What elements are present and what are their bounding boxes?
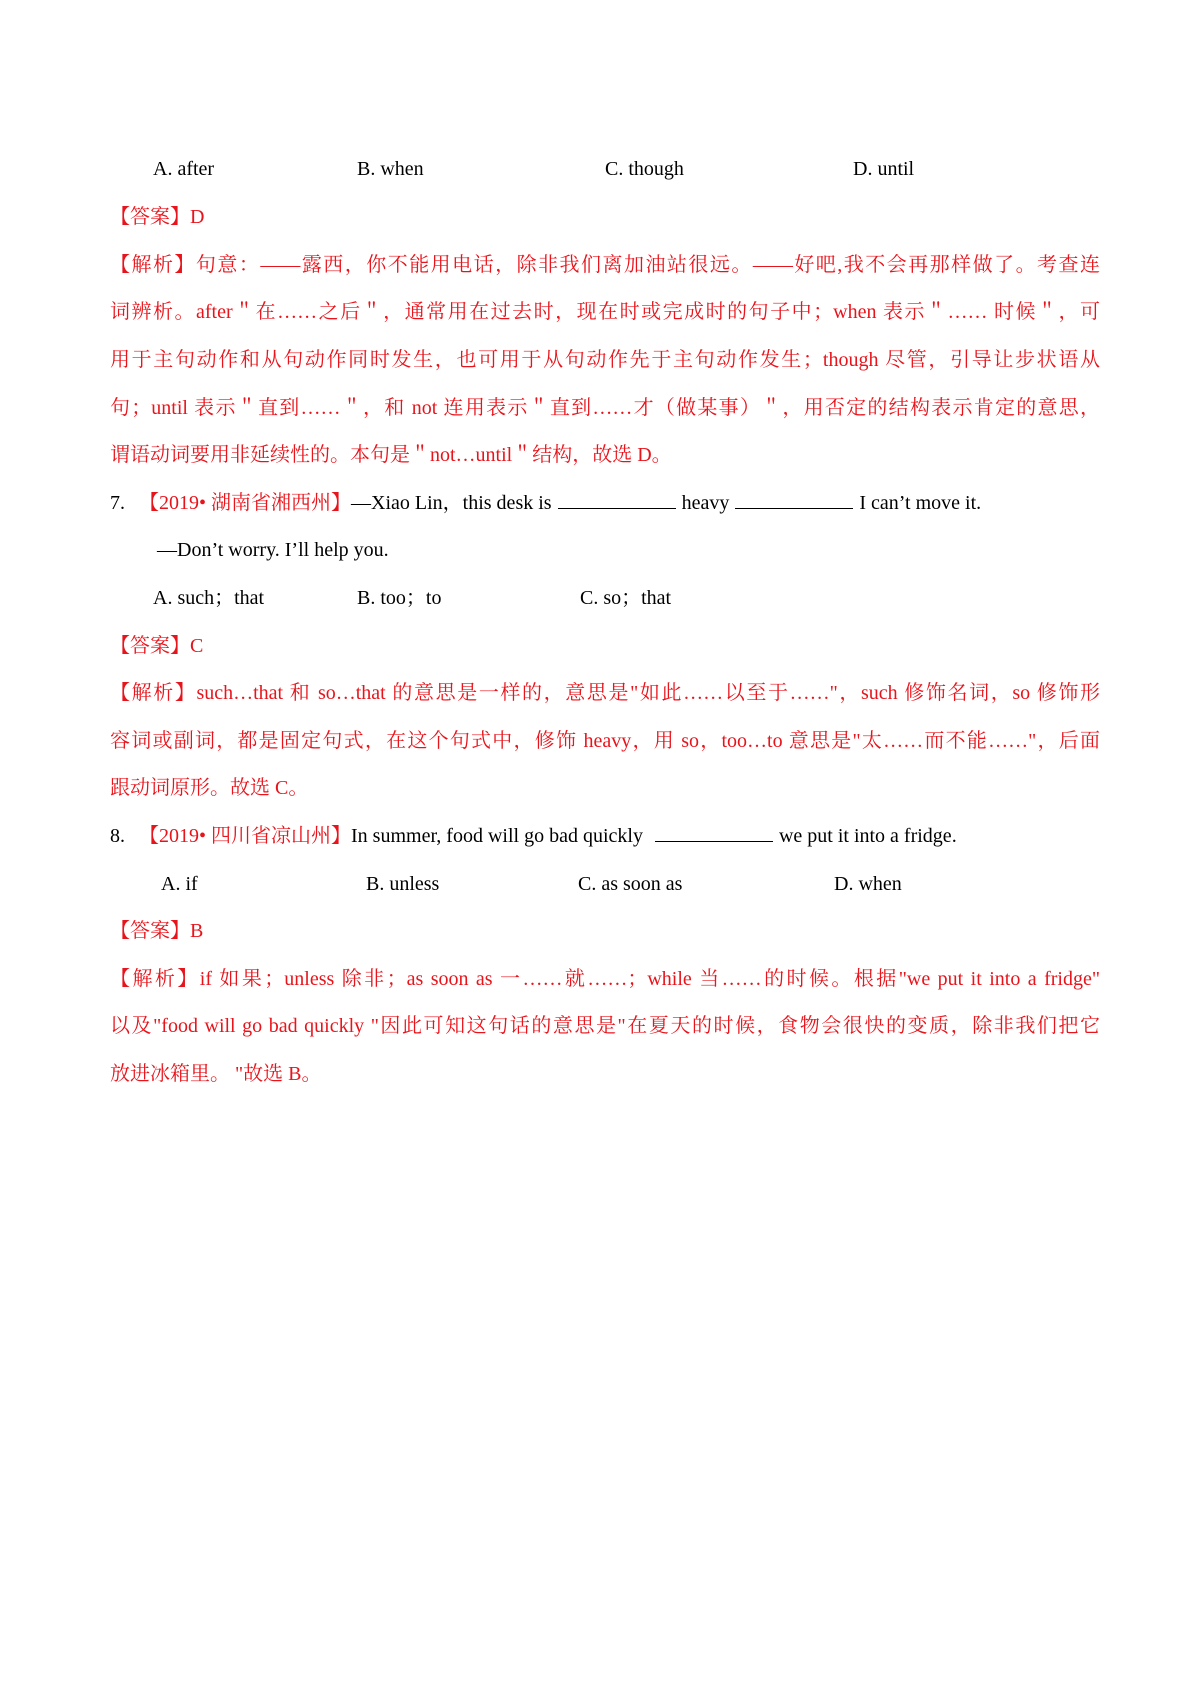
q7-blank-2 — [735, 490, 853, 509]
q7-analysis-line: 【解析】such…that 和 so…that 的意思是一样的，意思是"如此……以至于……"，such 修饰名词，so 修饰形 — [110, 682, 1100, 704]
q7-reply: —Don’t worry. I’ll help you. — [157, 539, 389, 561]
q8-stem-part-b: we put it into a fridge. — [778, 825, 957, 847]
q6-analysis-line: 谓语动词要用非延续性的。本句是＂not…until＂结构，故选 D。 — [110, 444, 672, 466]
q6-analysis-line: 词辨析。after＂在……之后＂，通常用在过去时，现在时或完成时的句子中；when 表示＂…… 时候＂，可 — [110, 301, 1100, 323]
q8-option-a: A. if — [161, 873, 198, 895]
q7-option-a: A. such；that — [153, 587, 265, 609]
q8-source: 【2019• 四川省凉山州】 — [139, 825, 352, 847]
q8-analysis-line: 以及"food will go bad quickly "因此可知这句话的意思是"在夏天的时候，食物会很快的变质，除非我们把它 — [110, 1015, 1100, 1037]
q7-stem-part-c: I can’t move it. — [859, 492, 982, 514]
q8-option-b: B. unless — [366, 873, 440, 895]
q7-stem-part-a: —Xiao Lin，this desk is — [351, 492, 552, 514]
q7-option-c: C. so；that — [580, 587, 672, 609]
q8-option-d: D. when — [834, 873, 902, 895]
q7-analysis-line: 跟动词原形。故选 C。 — [110, 777, 309, 799]
q6-analysis-line: 句；until 表示＂直到……＂，和 not 连用表示＂直到……才（做某事）＂，用否定的结构表示肯定的意思， — [110, 397, 1100, 419]
q6-option-d: D. until — [853, 158, 915, 180]
q7-stem-part-b: heavy — [681, 492, 730, 514]
q6-option-c: C. though — [605, 158, 684, 180]
q6-analysis-line: 【解析】句意：——露西，你不能用电话，除非我们离加油站很远。——好吧,我不会再那样做了。考查连 — [110, 254, 1100, 276]
q8-number: 8. — [110, 825, 125, 847]
q6-answer: 【答案】D — [110, 206, 205, 228]
q8-blank — [655, 823, 773, 842]
q7-number: 7. — [110, 492, 125, 514]
q6-analysis-line: 用于主句动作和从句动作同时发生，也可用于从句动作先于主句动作发生；though 尽管，引导让步状语从 — [110, 349, 1100, 371]
q7-option-b: B. too；to — [357, 587, 442, 609]
q8-option-c: C. as soon as — [578, 873, 683, 895]
q7-blank-1 — [558, 490, 676, 509]
q7-analysis-line: 容词或副词，都是固定句式，在这个句式中，修饰 heavy，用 so，too…to 意思是"太……而不能……"，后面 — [110, 730, 1100, 752]
q8-analysis-line: 放进冰箱里。 "故选 B。 — [110, 1063, 322, 1085]
q6-option-a: A. after — [153, 158, 215, 180]
q8-analysis-line: 【解析】if 如果；unless 除非；as soon as 一……就……；while 当……的时候。根据"we put it into a fridge" — [110, 968, 1100, 990]
q8-answer: 【答案】B — [110, 920, 204, 942]
q7-answer: 【答案】C — [110, 635, 204, 657]
q6-option-b: B. when — [357, 158, 424, 180]
q8-stem-part-a: In summer, food will go bad quickly — [351, 825, 643, 847]
q8-stem — [110, 821, 1100, 851]
q7-stem — [110, 488, 1100, 518]
q7-source: 【2019• 湖南省湘西州】 — [139, 492, 352, 514]
